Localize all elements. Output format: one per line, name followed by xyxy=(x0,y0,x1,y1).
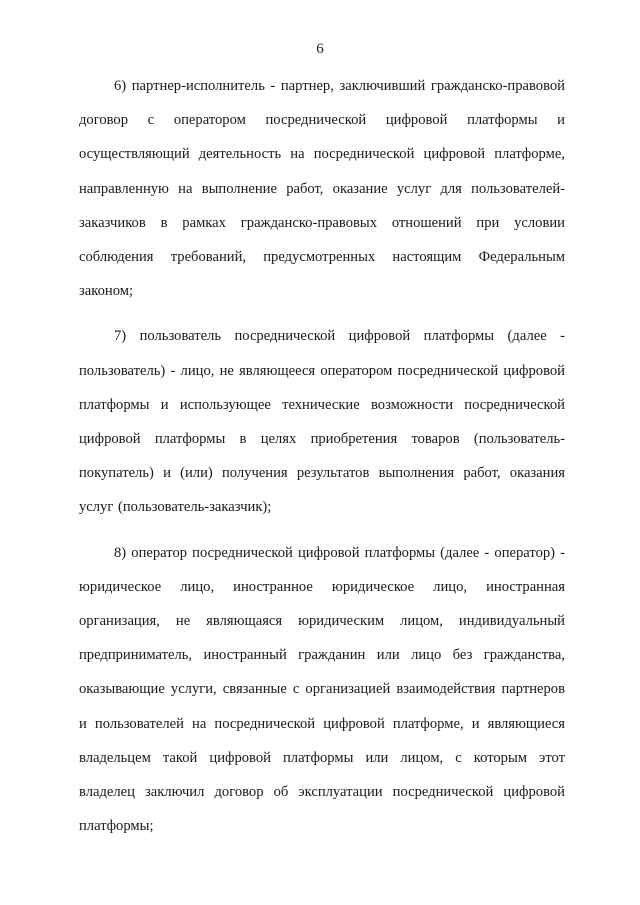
definition-paragraph-6: 6) партнер-исполнитель - партнер, заключивший гражданско-правовой договор с оператором посреднической цифровой платформы и осуществляющий деятельность на посреднической цифровой платформе, направленную на выполнение работ, оказание услуг для пользователей-заказчиков в рамках гражданско-правовых отношений при условии соблюдения требований, предусмотренных настоящим Федеральным законом; xyxy=(79,78,565,300)
definition-paragraph-7: 7) пользователь посреднической цифровой платформы (далее - пользователь) - лицо, не являющееся оператором посреднической цифровой платформы и использующее технические возможности посреднической цифровой платформы в целях приобретения товаров (пользователь-покупатель) и (или) получения результатов выполнения работ, оказания услуг (пользователь-заказчик); xyxy=(79,328,565,516)
page-number: 6 xyxy=(316,41,324,57)
document-body xyxy=(79,69,565,854)
definition-paragraph-8: 8) оператор посреднической цифровой платформы (далее - оператор) - юридическое лицо, иностранное юридическое лицо, иностранная организация, не являющаяся юридическим лицом, индивидуальный предприниматель, иностранный гражданин или лицо без гражданства, оказывающие услуги, связанные с организацией взаимодействия партнеров и пользователей на посреднической цифровой платформе, и являющиеся владельцем такой цифровой платформы или лицом, с которым этот владелец заключил договор об эксплуатации посреднической цифровой платформы; xyxy=(79,544,565,835)
